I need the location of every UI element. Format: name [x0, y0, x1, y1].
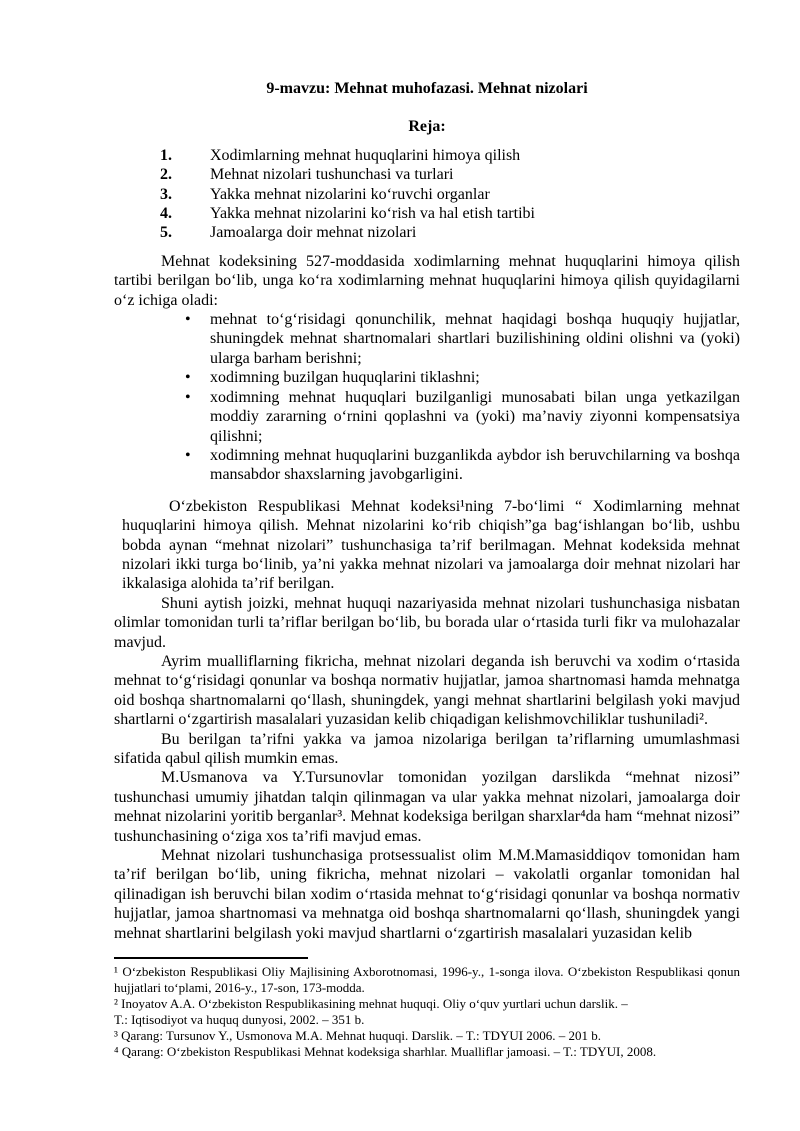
- footnote-3: ³ Qarang: Tursunov Y., Usmonova M.A. Mehnat huquqi. Darslik. – T.: TDYUI 2006. – 201 b.: [114, 1028, 602, 1044]
- footnotes-section: [114, 964, 740, 1060]
- plan-item-number: 4.: [160, 205, 172, 223]
- paragraph-mamasiddiqov: Mehnat nizolari tushunchasiga protsessualist olim M.M.Mamasiddiqov tomonidan ham ta’rif berilgan bo‘lib, uning fikricha, mehnat nizolari – vakolatli organlar tomonidan hal qilinadigan ish beruvchi bilan xodim o‘rtasida mehnat to‘g‘risidagi qonunlar va boshqa normativ hujjatlar, jamoa shartnomasi va mehnatga oid boshqa shartnomalarni qo‘llash, shuningdek yangi mehnat shartlarini belgilash yoki mavjud shartlarni o‘zgartirish masalalari yuzasidan kelib: [114, 847, 740, 942]
- plan-item-4: [160, 204, 740, 223]
- bullet-text: xodimning mehnat huquqlari buzilganligi munosabati bilan unga yetkazilgan moddiy zararning o‘rnini qoplashni va (yoki) ma’naviy ziyonni kompensatsiya qilishni;: [210, 388, 740, 445]
- bullet-item-2: [185, 368, 740, 387]
- bullet-icon: •: [185, 446, 191, 464]
- plan-heading: Reja:: [408, 118, 446, 136]
- plan-item-5: [160, 223, 740, 242]
- bullet-icon: •: [185, 311, 191, 329]
- plan-item-number: 1.: [160, 146, 172, 164]
- plan-item-2: [160, 165, 740, 184]
- footnote-divider: [114, 957, 308, 959]
- bullet-item-1: [185, 310, 740, 368]
- bullet-item-3: [185, 388, 740, 446]
- footnote-1: ¹ O‘zbekiston Respublikasi Oliy Majlisining Axborotnomasi, 1996-y., 1-songa ilova. O‘zbekiston Respublikasi qonun hujjatlari to‘plami, 2016-y., 17-son, 173-modda.: [114, 964, 740, 996]
- paragraph-bu: Bu berilgan ta’rifni yakka va jamoa nizolariga berilgan ta’riflarning umumlashmasi sifatida qabul qilish mumkin emas.: [114, 730, 740, 767]
- paragraph-kodeks: O‘zbekiston Respublikasi Mehnat kodeksi¹ning 7-bo‘limi “ Xodimlarning mehnat huquqlarini himoya qilish. Mehnat nizolarini ko‘rib chiqish”ga bag‘ishlangan bo‘lib, ushbu bobda aynan “mehnat nizolari” tushunchasiga ta’rif berilmagan. Mehnat kodeksida mehnat nizolari ikki turga bo‘linib, ya’ni yakka mehnat nizolari va jamoalarga doir mehnat nizolari har ikkalasiga alohida ta’rif berilgan.: [122, 497, 740, 593]
- plan-item-number: 3.: [160, 185, 172, 203]
- bullet-text: mehnat to‘g‘risidagi qonunchilik, mehnat haqidagi boshqa huquqiy hujjatlar, shuningdek mehnat shartnomalari shartlari buzilishining oldini olishni va (yoki) ularga barham berishni;: [210, 311, 740, 367]
- plan-item-number: 5.: [160, 224, 172, 242]
- bullet-list: [114, 310, 740, 485]
- document-content: [114, 79, 740, 1060]
- plan-item-text: Xodimlarning mehnat huquqlarini himoya qilish: [210, 146, 521, 164]
- bullet-item-4: [185, 446, 740, 485]
- plan-item-number: 2.: [160, 166, 172, 184]
- bullet-text: xodimning buzilgan huquqlarini tiklashni;: [210, 369, 480, 387]
- paragraph-ayrim: Ayrim mualliflarning fikricha, mehnat nizolari deganda ish beruvchi va xodim o‘rtasida mehnat to‘g‘risidagi qonunlar va boshqa normativ hujjatlar, jamoa shartnomasi hamda mehnatga oid boshqa shartnomalarni qo‘llash, shuningdek, yangi mehnat shartlarini belgilash yoki mavjud shartlarni o‘zgartirish masalalari yuzasidan kelib chiqadigan kelishmovchiliklar tushuniladi².: [114, 652, 740, 729]
- footnote-2-line-2: T.: Iqtisodiyot va huquq dunyosi, 2002. – 351 b.: [114, 1012, 365, 1028]
- footnote-2-line-1: ² Inoyatov A.A. O‘zbekiston Respublikasining mehnat huquqi. Oliy o‘quv yurtlari uchun darslik. –: [114, 996, 628, 1012]
- bullet-icon: •: [185, 369, 191, 387]
- plan-item-text: Yakka mehnat nizolarini ko‘rish va hal etish tartibi: [210, 205, 535, 223]
- plan-item-text: Mehnat nizolari tushunchasi va turlari: [210, 166, 454, 184]
- paragraph-usmanova: M.Usmanova va Y.Tursunovlar tomonidan yozilgan darslikda “mehnat nizosi” tushunchasi umumiy jihatdan talqin qilinmagan va ular yakka mehnat nizolari, jamoalarga doir mehnat nizolarini yoritib berganlar³. Mehnat kodeksiga berilgan sharxlar⁴da ham “mehnat nizosi” tushunchasining o‘ziga xos ta’rifi mavjud emas.: [114, 769, 740, 845]
- plan-item-text: Yakka mehnat nizolarini ko‘ruvchi organlar: [210, 185, 490, 203]
- footnote-4: ⁴ Qarang: O‘zbekiston Respublikasi Mehnat kodeksiga sharhlar. Mualliflar jamoasi. – T.: TDYUI, 2008.: [114, 1044, 657, 1060]
- plan-item-3: [160, 185, 740, 204]
- bullet-text: xodimning mehnat huquqlarini buzganlikda aybdor ish beruvchilarning va boshqa mansabdor shaxslarning javobgarligini.: [210, 446, 740, 484]
- plan-list: [160, 146, 740, 243]
- paragraph-intro: Mehnat kodeksining 527-moddasida xodimlarning mehnat huquqlarini himoya qilish tartibi berilgan bo‘lib, unga ko‘ra xodimlarning mehnat huquqlarini himoya qilish quyidagilarni o‘z ichiga oladi:: [114, 252, 740, 309]
- plan-item-text: Jamoalarga doir mehnat nizolari: [210, 224, 417, 242]
- plan-item-1: [160, 146, 740, 165]
- paragraph-shuni: Shuni aytish joizki, mehnat huquqi nazariyasida mehnat nizolari tushunchasiga nisbatan olimlar tomonidan turli ta’riflar berilgan bo‘lib, bu borada ular o‘rtasida turli fikr va mulohazalar mavjud.: [114, 594, 740, 651]
- bullet-icon: •: [185, 388, 191, 406]
- document-title: 9-mavzu: Mehnat muhofazasi. Mehnat nizolari: [266, 80, 588, 97]
